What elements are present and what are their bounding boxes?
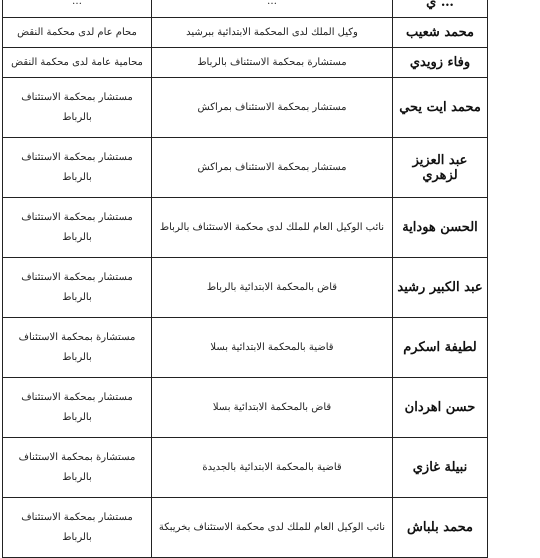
new-position-cell: محام عام لدى محكمة النقض — [3, 18, 152, 48]
table-row — [3, 18, 488, 48]
name-cell: الحسن هوداية — [393, 198, 488, 258]
new-position-cell: مستشار بمحكمة الاستئناف بالرباط — [3, 138, 152, 198]
current-position-cell: مستشارة بمحكمة الاستئناف بالرباط — [152, 48, 393, 78]
name-cell: حسن اهردان — [393, 378, 488, 438]
name-cell: عبد العزيز لزهري — [393, 138, 488, 198]
current-position-cell: نائب الوكيل العام للملك لدى محكمة الاستئناف بالرباط — [152, 198, 393, 258]
table-row — [3, 258, 488, 318]
current-position-cell: مستشار بمحكمة الاستئناف بمراكش — [152, 138, 393, 198]
table-row — [3, 378, 488, 438]
current-position-cell: قاض بالمحكمة الابتدائية بالرباط — [152, 258, 393, 318]
table-row — [3, 78, 488, 138]
current-position-cell: … — [152, 0, 393, 18]
table-row — [3, 138, 488, 198]
name-cell: لطيفة اسكرم — [393, 318, 488, 378]
name-cell: نبيلة غازي — [393, 438, 488, 498]
new-position-cell: مستشار بمحكمة الاستئناف بالرباط — [3, 198, 152, 258]
current-position-cell: قاضية بالمحكمة الابتدائية بسلا — [152, 318, 393, 378]
name-cell: عبد الكبير رشيد — [393, 258, 488, 318]
table-row — [3, 318, 488, 378]
name-cell: وفاء زويدي — [393, 48, 488, 78]
appointments-table — [2, 0, 488, 558]
table-row — [3, 198, 488, 258]
new-position-cell: مستشارة بمحكمة الاستئناف بالرباط — [3, 318, 152, 378]
name-cell: محمد ايت يحي — [393, 78, 488, 138]
new-position-cell: مستشار بمحكمة الاستئناف بالرباط — [3, 258, 152, 318]
current-position-cell: نائب الوكيل العام للملك لدى محكمة الاستئناف بخريبكة — [152, 498, 393, 558]
name-cell: محمد شعيب — [393, 18, 488, 48]
table-row — [3, 438, 488, 498]
new-position-cell: مستشارة بمحكمة الاستئناف بالرباط — [3, 438, 152, 498]
table-row — [3, 48, 488, 78]
new-position-cell: مستشار بمحكمة الاستئناف بالرباط — [3, 498, 152, 558]
new-position-cell: مستشار بمحكمة الاستئناف بالرباط — [3, 378, 152, 438]
current-position-cell: وكيل الملك لدى المحكمة الابتدائية ببرشيد — [152, 18, 393, 48]
new-position-cell: … — [3, 0, 152, 18]
name-cell: … ي — [393, 0, 488, 18]
current-position-cell: مستشار بمحكمة الاستئناف بمراكش — [152, 78, 393, 138]
current-position-cell: قاضية بالمحكمة الابتدائية بالجديدة — [152, 438, 393, 498]
new-position-cell: محامية عامة لدى محكمة النقض — [3, 48, 152, 78]
table-row — [3, 0, 488, 18]
name-cell: محمد بلباش — [393, 498, 488, 558]
current-position-cell: قاض بالمحكمة الابتدائية بسلا — [152, 378, 393, 438]
new-position-cell: مستشار بمحكمة الاستئناف بالرباط — [3, 78, 152, 138]
table-row — [3, 498, 488, 558]
